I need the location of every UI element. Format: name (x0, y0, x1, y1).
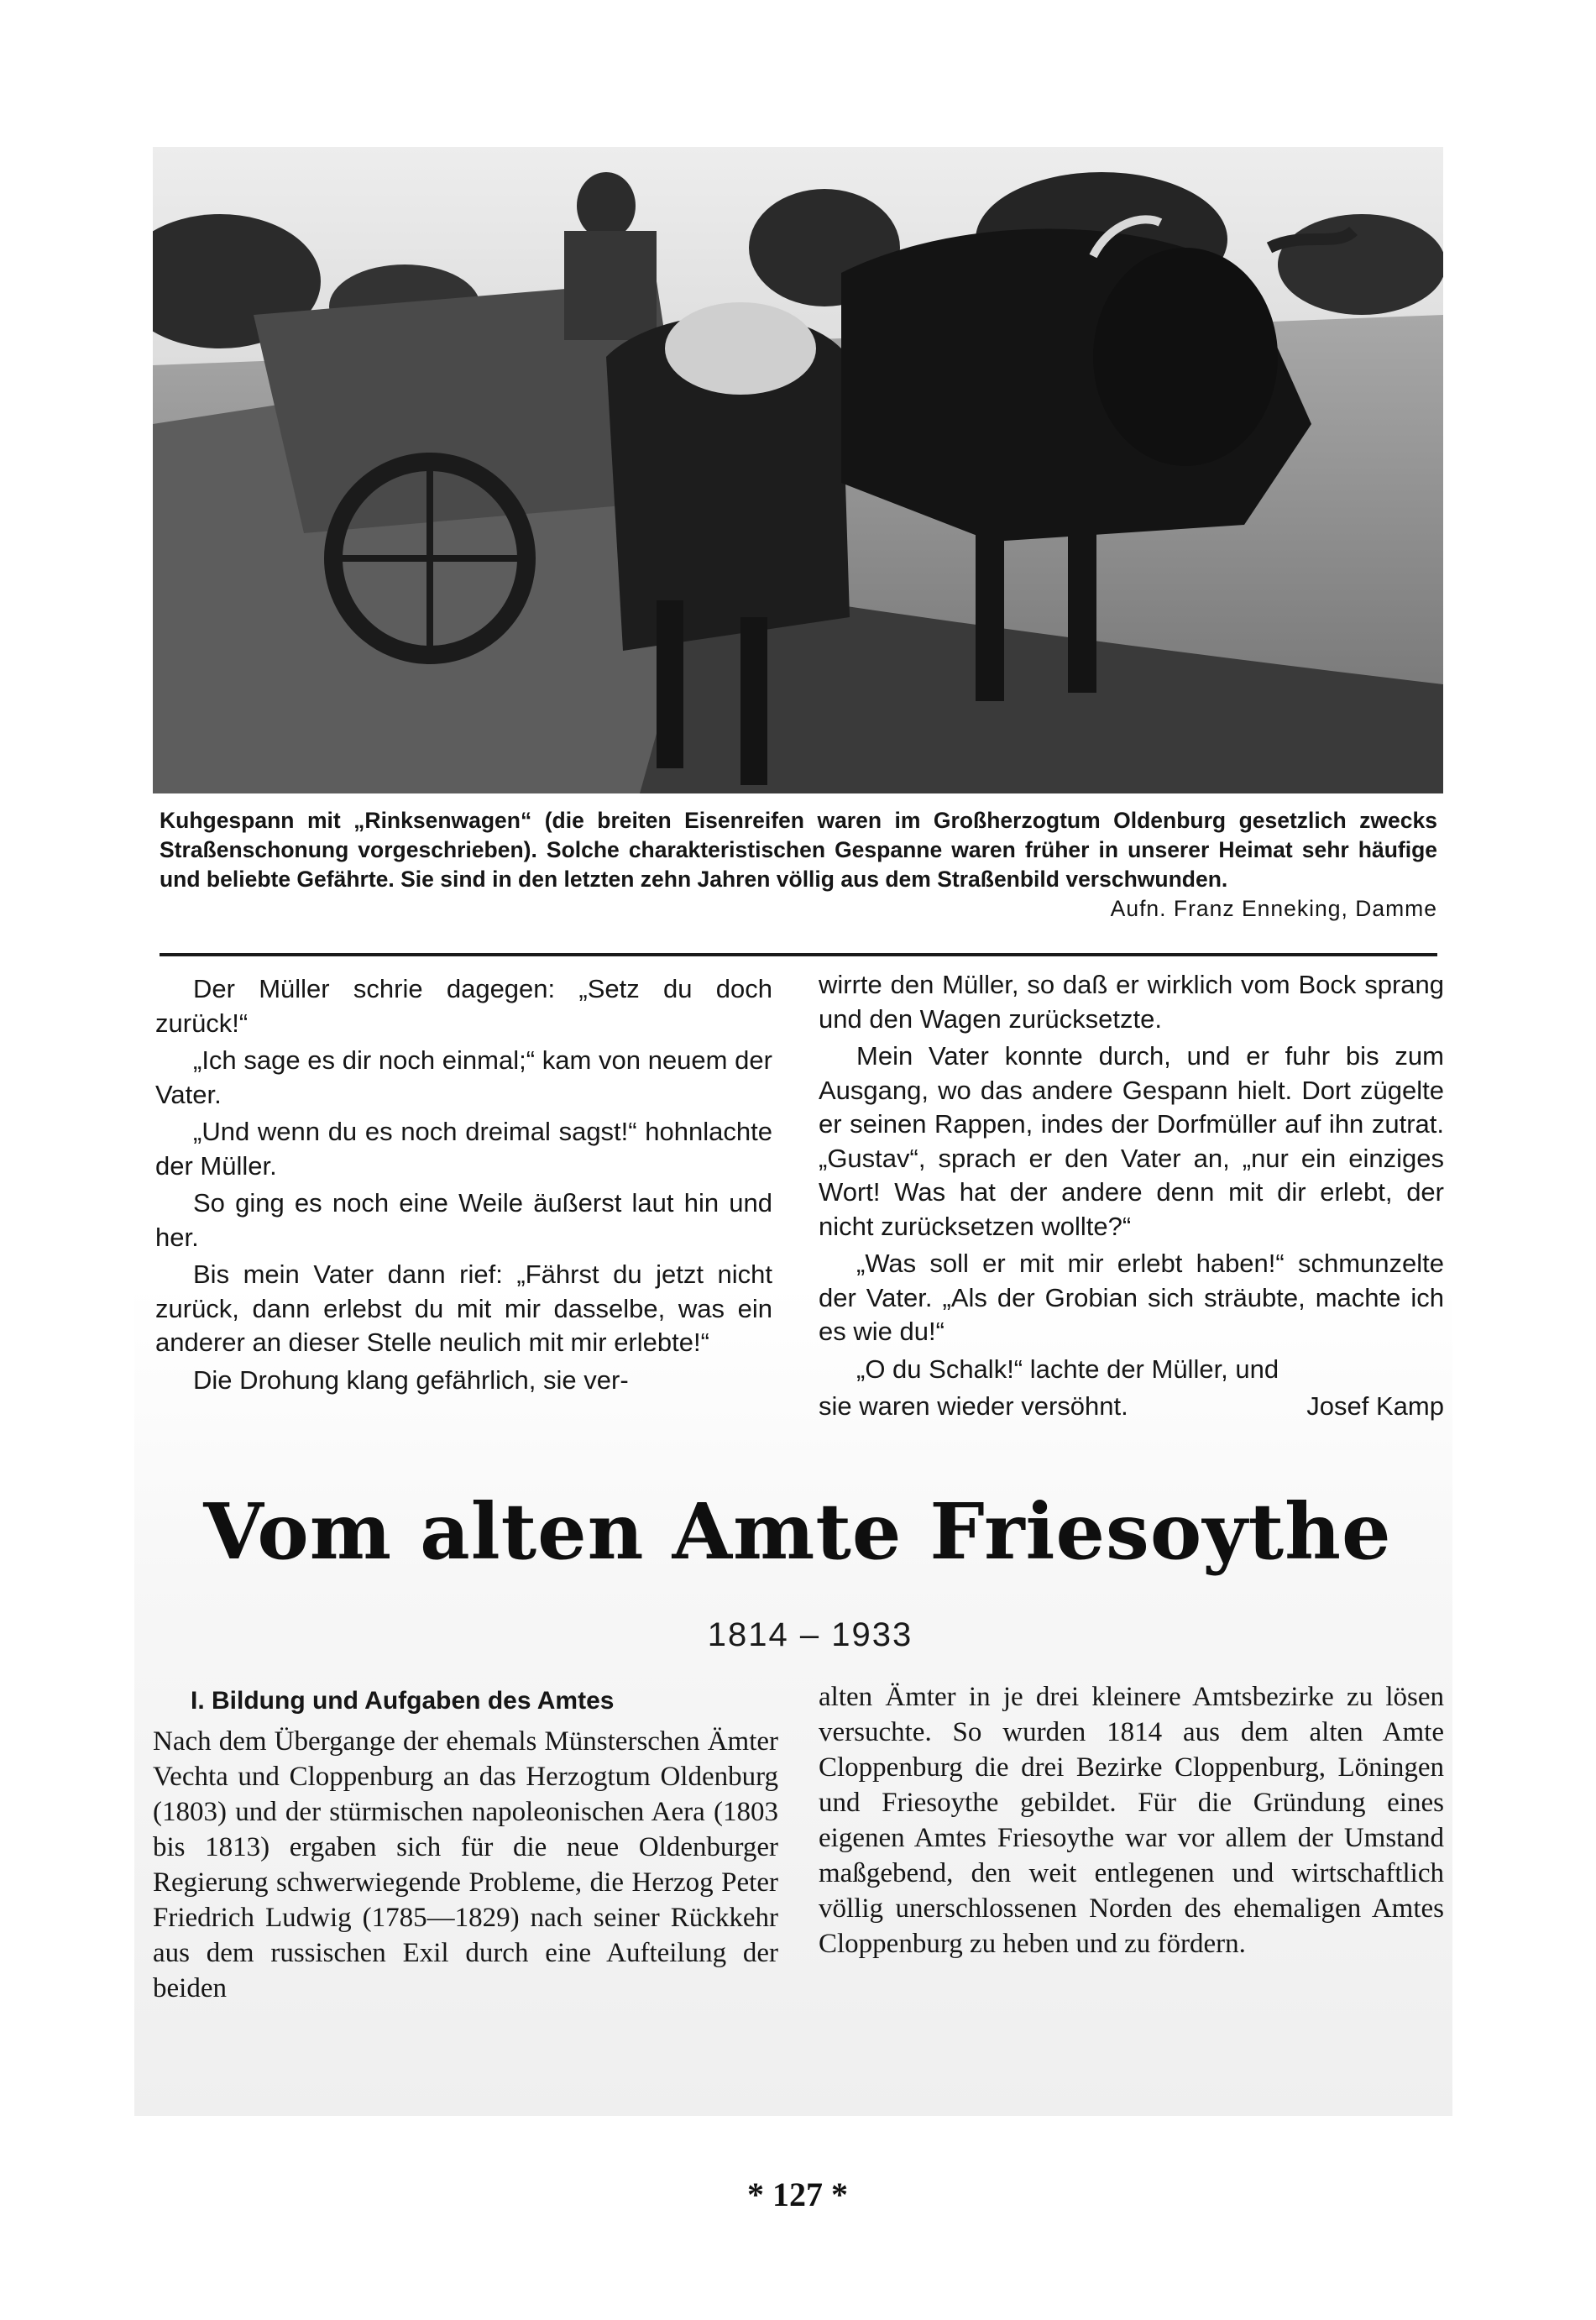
story-paragraph: Bis mein Vater dann rief: „Fährst du jetzt nicht zurück, dann erlebst du mit mir dasselbe, was ein anderer an dieser Stelle neulich mit mir erlebte!“ (155, 1260, 772, 1357)
story-paragraph: „Was soll er mit mir erlebt haben!“ schmunzelte der Vater. „Als der Grobian sich sträubte, machte ich es wie du!“ (819, 1249, 1444, 1346)
story-signoff (819, 1390, 1444, 1424)
photo-caption-text: Kuhgespann mit „Rinksenwagen“ (die breiten Eisenreifen waren im Großherzogtum Oldenburg gesetzlich zwecks Straßenschonung vorgeschrieben). Solche charakteristischen Gespanne waren früher in unserer Heimat sehr häufige und beliebte Gefährte. Sie sind in den letzten zehn Jahren völlig aus dem Straßenbild verschwunden. (160, 808, 1437, 892)
story-last-line: sie waren wieder versöhnt. (819, 1391, 1128, 1421)
story-right-column (819, 968, 1444, 1424)
story-paragraph: Die Drohung klang gefährlich, sie ver- (193, 1364, 629, 1395)
article-paragraph: Nach dem Übergange der ehemals Münsterschen Ämter Vechta und Cloppenburg an das Herzogtum Oldenburg (1803) und der stürmischen napoleonischen Aera (1803 bis 1813) ergaben sich für die neue Oldenburger Regierung schwerwiegende Probleme, die Herzog Peter Friedrich Ludwig (1785—1829) nach seiner Rückkehr aus dem russischen Exil durch eine Aufteilung der beiden (153, 1726, 778, 2003)
story-paragraph: „Und wenn du es noch dreimal sagst!“ hohnlachte der Müller. (155, 1117, 772, 1181)
ox-cart-photo (153, 147, 1443, 793)
article-left-column (153, 1684, 778, 2006)
article-right-column (819, 1679, 1444, 1961)
story-paragraph: Der Müller schrie dagegen: „Setz du doch zurück!“ (155, 974, 772, 1038)
article-title: Vom alten Amte Friesoythe (203, 1486, 1392, 1577)
article-paragraph: alten Ämter in je drei kleinere Amtsbezirke zu lösen versuchte. So wurden 1814 aus dem alten Amte Cloppenburg die drei Bezirke Cloppenburg, Löningen und Friesoythe gebildet. Für die Gründung eines eigenen Amtes Friesoythe war vor allem der Umstand maßgebend, den weit entlegenen und wirtschaftlich völlig unerschlossenen Norden des ehemaligen Amtes Cloppenburg zu heben und zu fördern. (819, 1682, 1444, 1959)
page-number: * 127 * (747, 2176, 848, 2213)
story-paragraph: So ging es noch eine Weile äußerst laut hin und her. (155, 1188, 772, 1252)
ox-cart-photo-drawing (153, 147, 1443, 793)
section-divider (160, 953, 1437, 956)
story-left-column (155, 972, 772, 1401)
story-paragraph: „Ich sage es dir noch einmal;“ kam von neuem der Vater. (155, 1045, 772, 1109)
section-heading: I. Bildung und Aufgaben des Amtes (191, 1687, 615, 1715)
story-paragraph: wirrte den Müller, so daß er wirklich vom Bock sprang und den Wagen zurücksetzte. (819, 970, 1444, 1034)
photo-caption (160, 806, 1437, 924)
story-author: Josef Kamp (1306, 1391, 1444, 1421)
story-paragraph: Mein Vater konnte durch, und er fuhr bis zum Ausgang, wo das andere Gespann hielt. Dort zügelte er seinen Rappen, indes der Dorfmüller auf ihn zutrat. „Gustav“, sprach er den Vater an, „nur ein einziges Wort! Was hat der andere denn mit dir erlebt, der nicht zurücksetzen wollte?“ (819, 1041, 1444, 1241)
article-years: 1814 – 1933 (707, 1616, 913, 1653)
photo-credit: Aufn. Franz Enneking, Damme (1110, 896, 1437, 921)
story-paragraph: „O du Schalk!“ lachte der Müller, und (856, 1354, 1279, 1384)
